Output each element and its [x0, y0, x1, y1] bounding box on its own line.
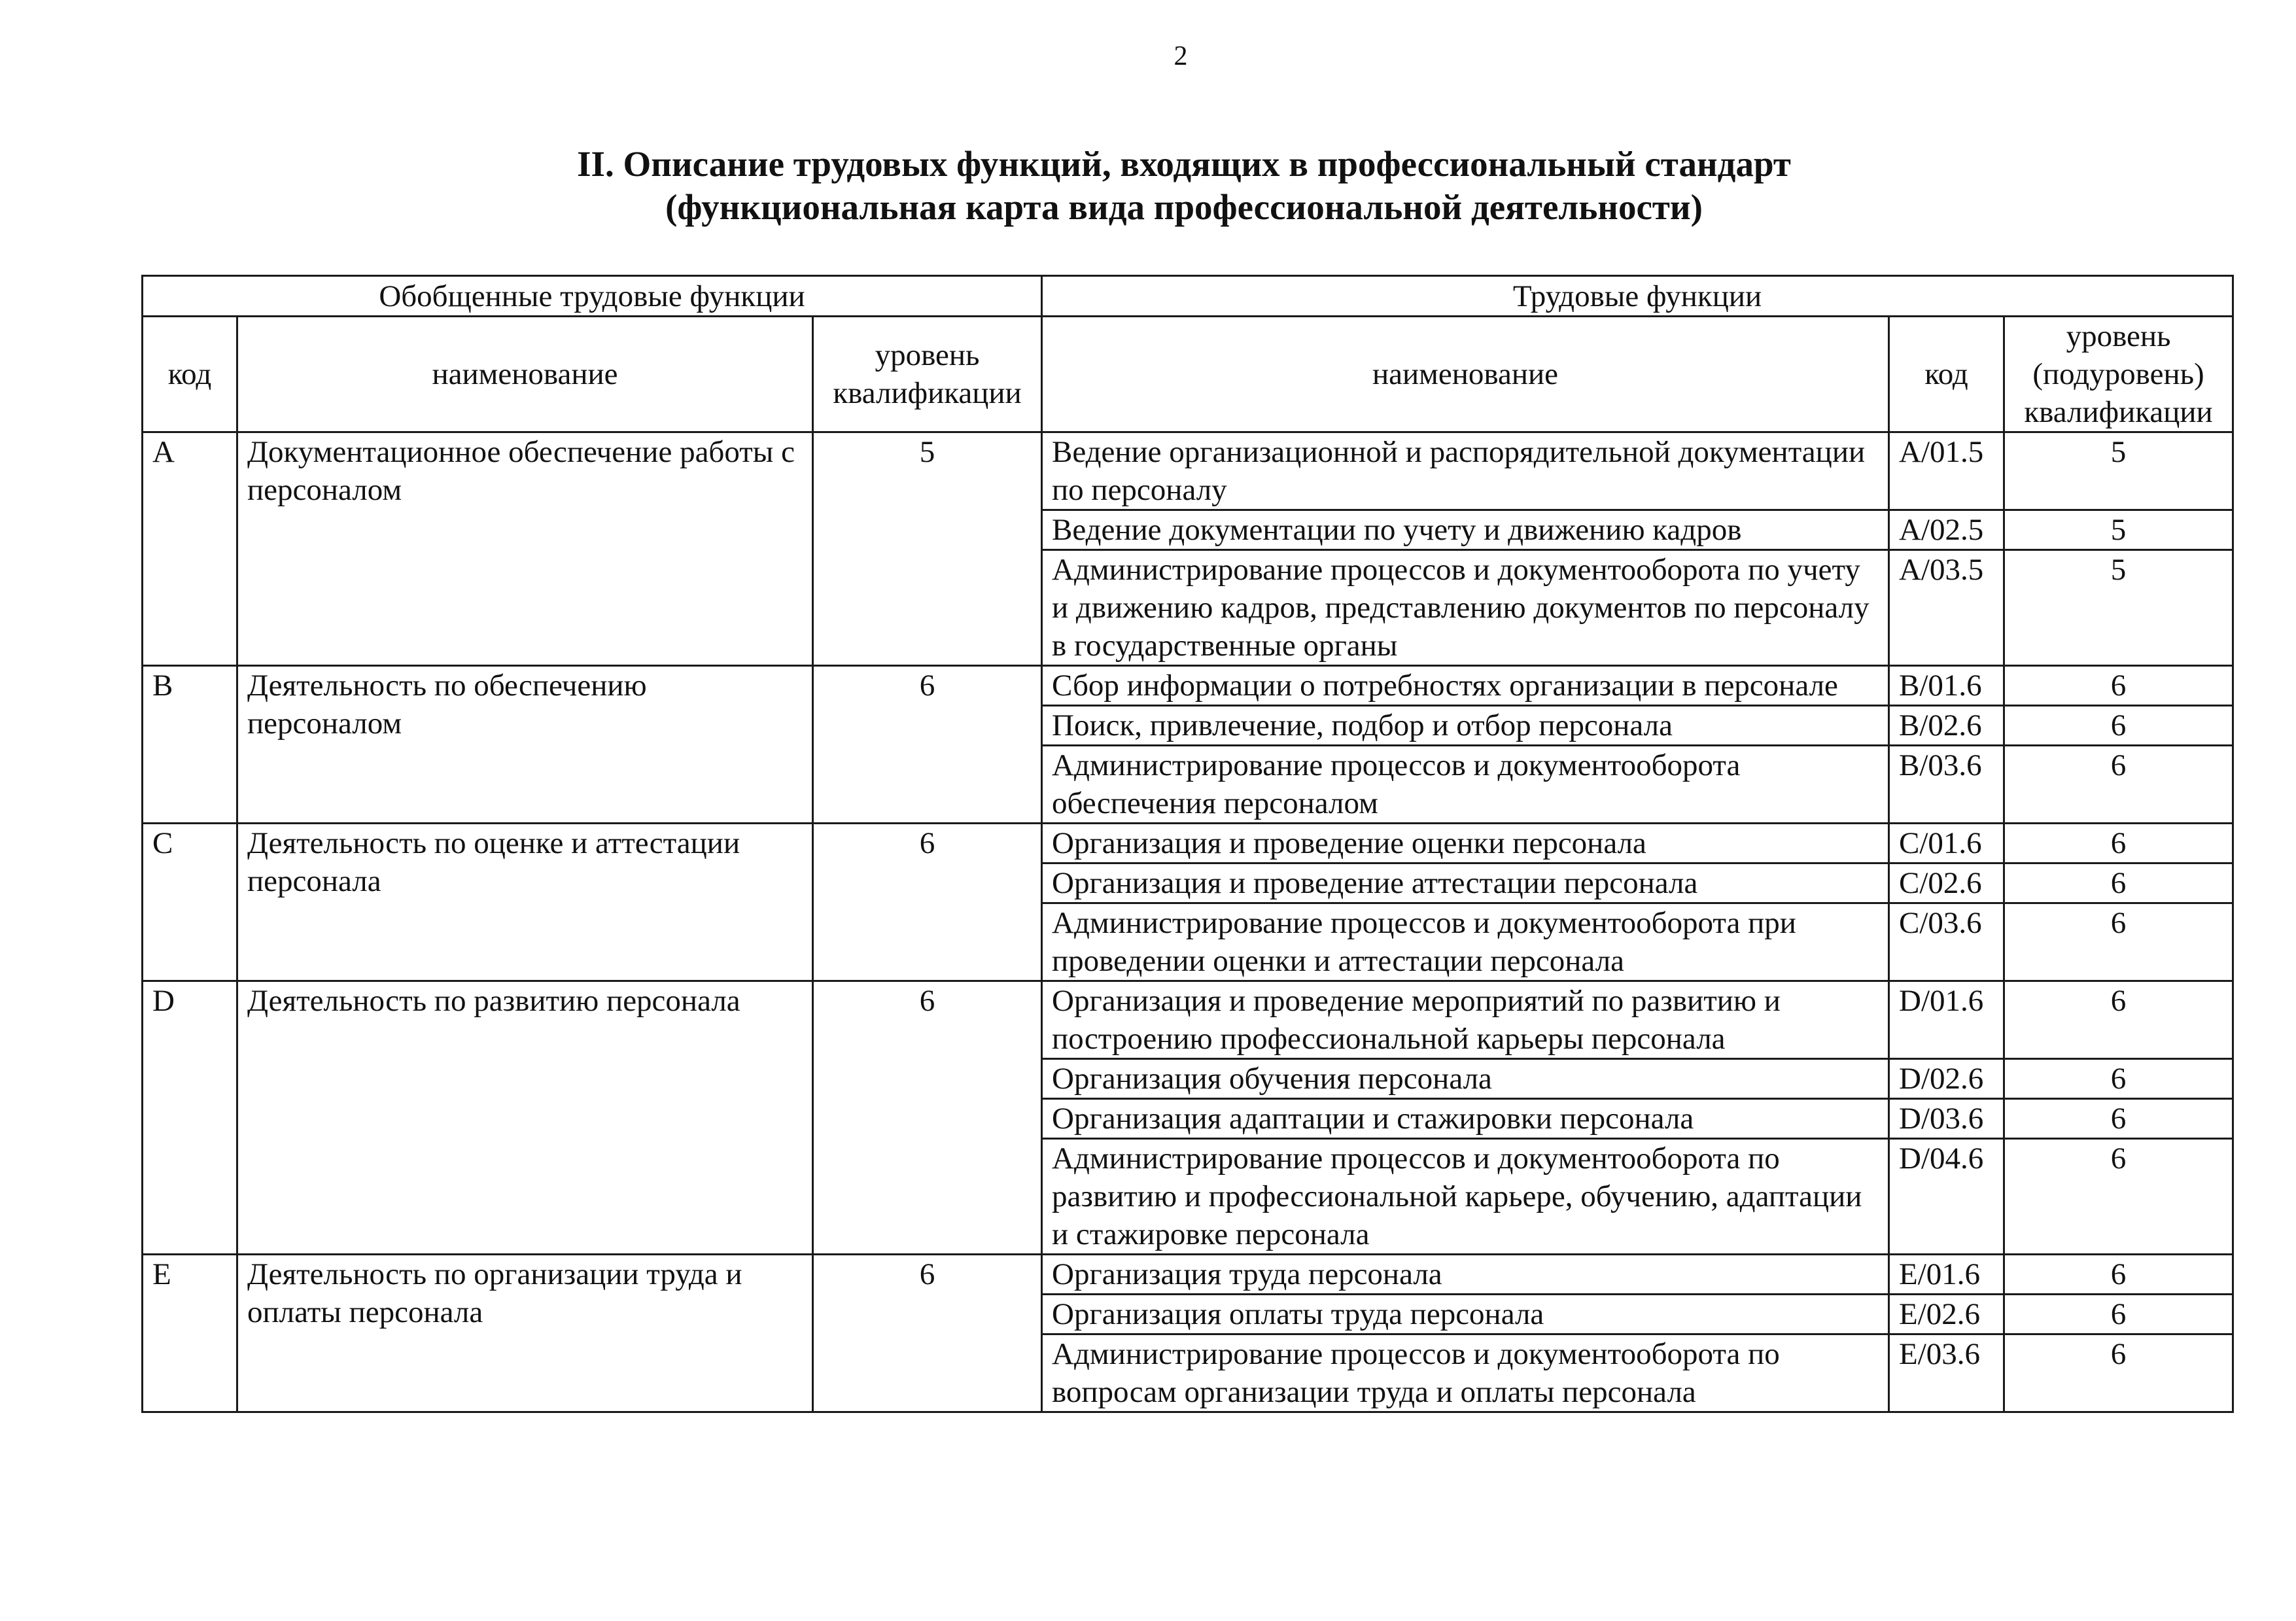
- generalized-function-code: D: [143, 981, 237, 1255]
- table-row: [143, 666, 2233, 706]
- table-body: [143, 432, 2233, 1412]
- labor-function-level: 6: [2004, 863, 2233, 903]
- labor-function-level: 6: [2004, 1334, 2233, 1412]
- labor-function-level: 5: [2004, 550, 2233, 666]
- labor-function-code: E/03.6: [1889, 1334, 2004, 1412]
- labor-function-name: Администрирование процессов и документооборота по учету и движению кадров, представлению документов по персоналу в государственные органы: [1042, 550, 1889, 666]
- labor-function-name: Поиск, привлечение, подбор и отбор персонала: [1042, 706, 1889, 746]
- functional-map-table: [141, 275, 2234, 1413]
- labor-function-name: Организация оплаты труда персонала: [1042, 1295, 1889, 1334]
- labor-function-name: Организация труда персонала: [1042, 1255, 1889, 1295]
- labor-function-level: 6: [2004, 1099, 2233, 1139]
- labor-function-code: D/02.6: [1889, 1059, 2004, 1099]
- section-title: [0, 143, 2296, 229]
- labor-function-name: Ведение документации по учету и движению кадров: [1042, 510, 1889, 550]
- labor-function-level: 6: [2004, 1139, 2233, 1255]
- labor-function-code: B/01.6: [1889, 666, 2004, 706]
- generalized-function-name: Документационное обеспечение работы с персоналом: [237, 432, 813, 666]
- column-header-func-level: уровень (подуровень) квалификации: [2004, 317, 2233, 432]
- labor-function-level: 6: [2004, 1295, 2233, 1334]
- page-number: 2: [1174, 41, 1188, 71]
- generalized-function-name: Деятельность по организации труда и оплаты персонала: [237, 1255, 813, 1412]
- section-title-line-2: (функциональная карта вида профессиональной деятельности): [665, 187, 1703, 227]
- column-header-func-code: код: [1889, 317, 2004, 432]
- table-row: [143, 432, 2233, 510]
- section-title-line-1: II. Описание трудовых функций, входящих в профессиональный стандарт: [577, 144, 1791, 184]
- labor-function-name: Организация и проведение оценки персонала: [1042, 824, 1889, 863]
- labor-function-code: C/02.6: [1889, 863, 2004, 903]
- labor-function-level: 6: [2004, 1255, 2233, 1295]
- labor-function-level: 6: [2004, 1059, 2233, 1099]
- labor-function-level: 6: [2004, 824, 2233, 863]
- labor-function-code: E/01.6: [1889, 1255, 2004, 1295]
- generalized-function-code: B: [143, 666, 237, 824]
- labor-function-name: Администрирование процессов и документооборота по развитию и профессиональной карьере, обучению, адаптации и стажировке персонала: [1042, 1139, 1889, 1255]
- generalized-function-level: 6: [813, 1255, 1042, 1412]
- labor-function-code: D/03.6: [1889, 1099, 2004, 1139]
- generalized-function-level: 6: [813, 666, 1042, 824]
- labor-function-code: C/03.6: [1889, 903, 2004, 981]
- column-header-gen-level: уровень квалификации: [813, 317, 1042, 432]
- labor-functions-header: Трудовые функции: [1042, 276, 2233, 317]
- labor-function-level: 6: [2004, 666, 2233, 706]
- labor-function-level: 6: [2004, 746, 2233, 824]
- generalized-function-name: Деятельность по оценке и аттестации персонала: [237, 824, 813, 981]
- labor-function-level: 6: [2004, 981, 2233, 1059]
- labor-function-level: 6: [2004, 706, 2233, 746]
- labor-function-code: A/02.5: [1889, 510, 2004, 550]
- table-row: [143, 824, 2233, 863]
- labor-function-code: D/01.6: [1889, 981, 2004, 1059]
- generalized-function-level: 6: [813, 824, 1042, 981]
- labor-function-code: C/01.6: [1889, 824, 2004, 863]
- generalized-function-name: Деятельность по обеспечению персоналом: [237, 666, 813, 824]
- labor-function-code: D/04.6: [1889, 1139, 2004, 1255]
- labor-function-name: Администрирование процессов и документооборота при проведении оценки и аттестации персонала: [1042, 903, 1889, 981]
- labor-function-name: Организация адаптации и стажировки персонала: [1042, 1099, 1889, 1139]
- labor-function-level: 5: [2004, 432, 2233, 510]
- labor-function-code: B/02.6: [1889, 706, 2004, 746]
- generalized-function-level: 5: [813, 432, 1042, 666]
- generalized-function-name: Деятельность по развитию персонала: [237, 981, 813, 1255]
- labor-function-code: B/03.6: [1889, 746, 2004, 824]
- generalized-function-code: A: [143, 432, 237, 666]
- labor-function-level: 6: [2004, 903, 2233, 981]
- labor-function-name: Администрирование процессов и документооборота по вопросам организации труда и оплаты персонала: [1042, 1334, 1889, 1412]
- labor-function-level: 5: [2004, 510, 2233, 550]
- labor-function-name: Организация и проведение аттестации персонала: [1042, 863, 1889, 903]
- labor-function-code: A/01.5: [1889, 432, 2004, 510]
- labor-function-name: Администрирование процессов и документооборота обеспечения персоналом: [1042, 746, 1889, 824]
- generalized-function-code: C: [143, 824, 237, 981]
- labor-function-name: Сбор информации о потребностях организации в персонале: [1042, 666, 1889, 706]
- table-row: [143, 981, 2233, 1059]
- labor-function-code: E/02.6: [1889, 1295, 2004, 1334]
- generalized-function-level: 6: [813, 981, 1042, 1255]
- column-header-func-name: наименование: [1042, 317, 1889, 432]
- column-header-gen-name: наименование: [237, 317, 813, 432]
- column-header-gen-code: код: [143, 317, 237, 432]
- generalized-function-code: E: [143, 1255, 237, 1412]
- labor-function-name: Организация и проведение мероприятий по развитию и построению профессиональной карьеры персонала: [1042, 981, 1889, 1059]
- labor-function-name: Ведение организационной и распорядительной документации по персоналу: [1042, 432, 1889, 510]
- labor-function-code: A/03.5: [1889, 550, 2004, 666]
- labor-function-name: Организация обучения персонала: [1042, 1059, 1889, 1099]
- table-row: [143, 1255, 2233, 1295]
- generalized-functions-header: Обобщенные трудовые функции: [143, 276, 1042, 317]
